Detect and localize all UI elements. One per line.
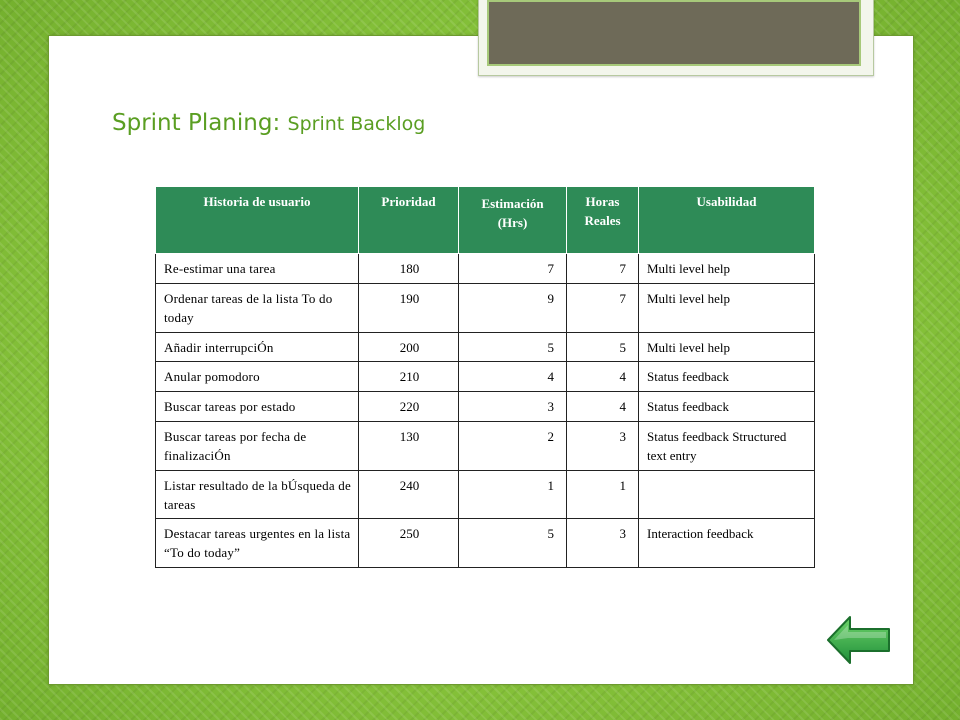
cell-priority: 250	[359, 519, 459, 568]
cell-story: Destacar tareas urgentes en la lista “To do today”	[156, 519, 359, 568]
cell-priority: 190	[359, 283, 459, 332]
cell-priority: 180	[359, 254, 459, 284]
corner-picture-frame	[487, 0, 861, 66]
cell-priority: 210	[359, 362, 459, 392]
cell-priority: 220	[359, 392, 459, 422]
cell-real-hours: 3	[567, 519, 639, 568]
cell-estimate: 2	[459, 422, 567, 471]
cell-usability: Multi level help	[639, 332, 815, 362]
table-row	[156, 422, 815, 471]
table-row	[156, 254, 815, 284]
slide-title	[112, 110, 425, 136]
cell-priority: 240	[359, 470, 459, 519]
table-row	[156, 519, 815, 568]
cell-story: Re-estimar una tarea	[156, 254, 359, 284]
cell-real-hours: 4	[567, 362, 639, 392]
sprint-backlog-table	[155, 186, 815, 568]
cell-usability	[639, 470, 815, 519]
cell-story: Anular pomodoro	[156, 362, 359, 392]
header-real-hours: Horas Reales	[567, 187, 639, 254]
table-row	[156, 470, 815, 519]
cell-usability: Multi level help	[639, 283, 815, 332]
cell-real-hours: 1	[567, 470, 639, 519]
cell-usability: Interaction feedback	[639, 519, 815, 568]
left-arrow-icon	[826, 614, 892, 666]
cell-estimate: 3	[459, 392, 567, 422]
cell-usability: Multi level help	[639, 254, 815, 284]
slide-title-sub: Sprint Backlog	[287, 113, 426, 135]
cell-usability: Status feedback	[639, 362, 815, 392]
cell-estimate: 4	[459, 362, 567, 392]
cell-estimate: 5	[459, 332, 567, 362]
header-priority: Prioridad	[359, 187, 459, 254]
cell-real-hours: 4	[567, 392, 639, 422]
cell-story: Ordenar tareas de la lista To do today	[156, 283, 359, 332]
cell-estimate: 7	[459, 254, 567, 284]
cell-estimate: 9	[459, 283, 567, 332]
cell-story: Buscar tareas por estado	[156, 392, 359, 422]
table-row	[156, 392, 815, 422]
header-story: Historia de usuario	[156, 187, 359, 254]
cell-real-hours: 7	[567, 283, 639, 332]
cell-real-hours: 7	[567, 254, 639, 284]
header-usability: Usabilidad	[639, 187, 815, 254]
cell-story: Añadir interrupciÓn	[156, 332, 359, 362]
header-estimate: Estimación (Hrs)	[459, 187, 567, 254]
cell-real-hours: 3	[567, 422, 639, 471]
cell-usability: Status feedback Structured text entry	[639, 422, 815, 471]
cell-real-hours: 5	[567, 332, 639, 362]
table-row	[156, 362, 815, 392]
cell-estimate: 1	[459, 470, 567, 519]
cell-priority: 200	[359, 332, 459, 362]
cell-story: Buscar tareas por fecha de finalizaciÓn	[156, 422, 359, 471]
table-header-row	[156, 187, 815, 254]
slide-title-main: Sprint Planing:	[112, 110, 288, 136]
cell-priority: 130	[359, 422, 459, 471]
cell-usability: Status feedback	[639, 392, 815, 422]
cell-story: Listar resultado de la bÚsqueda de tareas	[156, 470, 359, 519]
back-button[interactable]	[826, 614, 892, 666]
table-row	[156, 283, 815, 332]
cell-estimate: 5	[459, 519, 567, 568]
table-row	[156, 332, 815, 362]
